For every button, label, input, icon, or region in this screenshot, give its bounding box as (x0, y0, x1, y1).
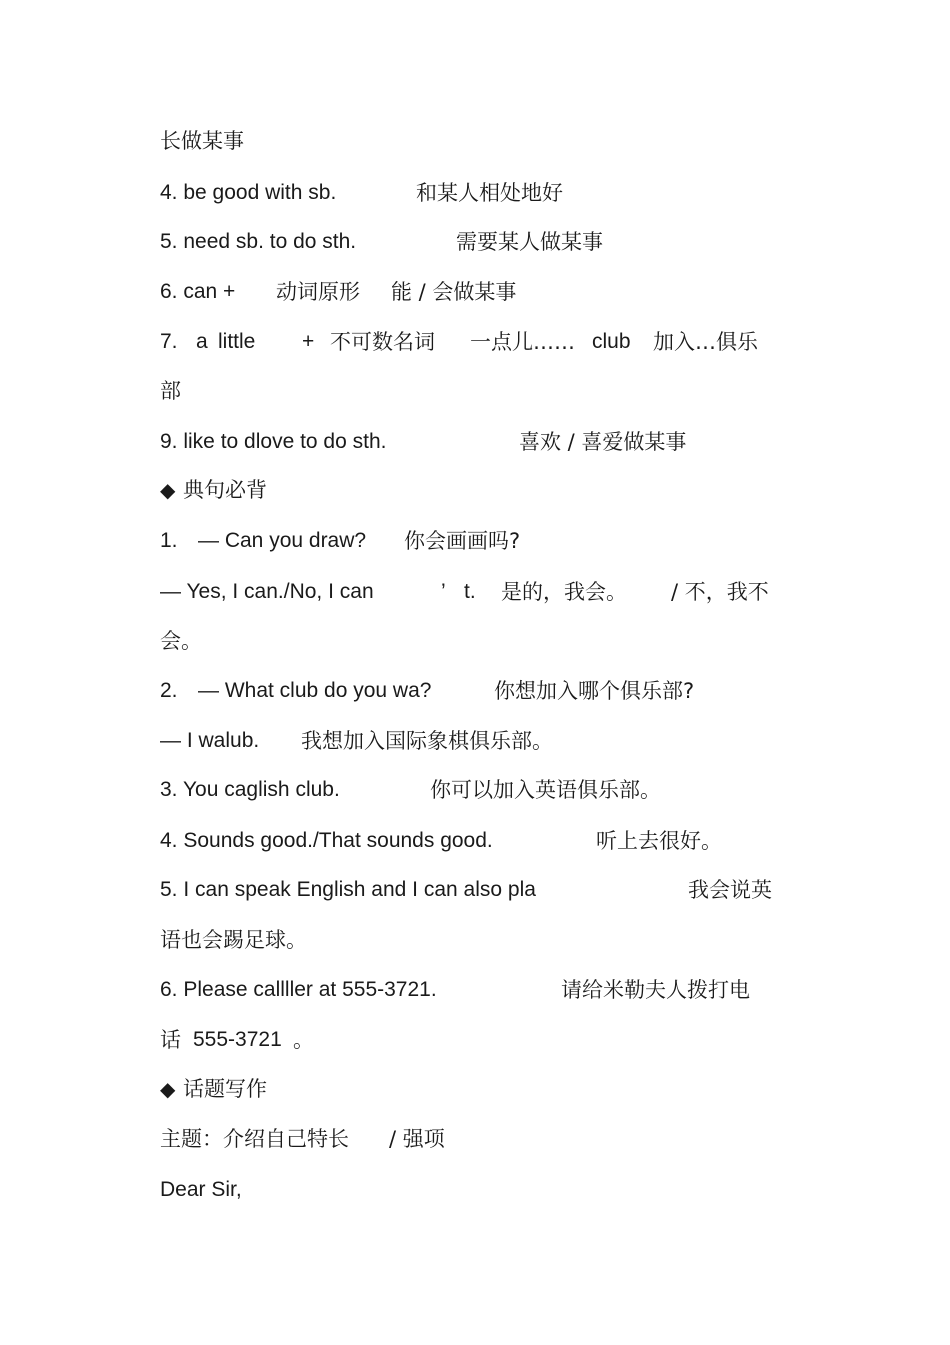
sentence-english: 5. I can speak English and I can also pla (160, 878, 536, 901)
sentence-english: — Can you draw? (198, 529, 367, 552)
phrase-chinese: 喜欢 / 喜爱做某事 (519, 430, 687, 454)
text-line-10 (160, 577, 790, 607)
text-line-3 (160, 227, 790, 257)
item-number: 1. (160, 529, 178, 552)
line-1-text: 长做某事 (160, 129, 244, 153)
sentence-english: 3. You caglish club. (160, 778, 340, 801)
sentence-chinese: / 不，我不 (671, 580, 769, 604)
text-line-22 (160, 1175, 790, 1205)
text-line-2 (160, 178, 790, 208)
item-number: 2. (160, 679, 178, 702)
text-line-18 (160, 975, 790, 1005)
diamond-bullet-icon: ◆ (160, 1077, 176, 1101)
text-line-1 (160, 126, 790, 156)
section-title: 话题写作 (183, 1077, 267, 1101)
text-line-17 (160, 925, 790, 955)
sentence-chinese: 你会画画吗? (404, 529, 521, 553)
section-heading-key-sentences (160, 475, 790, 505)
sentence-chinese: 听上去很好。 (596, 829, 722, 853)
phrase-chinese: 动词原形 (276, 280, 360, 304)
section-title: 典句必背 (183, 478, 267, 502)
sentence-chinese: 是的，我会。 (501, 580, 627, 604)
punctuation: 。 (293, 1028, 314, 1052)
text-line-12 (160, 676, 790, 706)
phrase-chinese: 不可数名词 (330, 330, 435, 354)
topic-label: / 强项 (389, 1127, 445, 1151)
text-line-13 (160, 726, 790, 756)
sentence-chinese: 你可以加入英语俱乐部。 (430, 778, 661, 802)
text-line-16 (160, 875, 790, 905)
sentence-chinese: 我会说英 (688, 878, 772, 902)
text-line-5 (160, 327, 790, 357)
apostrophe: ’ (441, 580, 446, 603)
phrase-word: a (196, 330, 208, 353)
text-line-15 (160, 826, 790, 856)
phrase-meaning: 能 / 会做某事 (391, 280, 517, 304)
phrase-english: 6. can + (160, 280, 236, 303)
phrase-chinese: 需要某人做某事 (456, 230, 603, 254)
sentence-english: 6. Please callller at 555-3721. (160, 978, 437, 1001)
phrase-english: 4. be good with sb. (160, 181, 337, 204)
line-continuation: 部 (160, 379, 181, 403)
line-continuation: 话 (160, 1028, 181, 1052)
topic-label: 主题：介绍自己特长 (160, 1127, 349, 1151)
phrase-word: club (592, 330, 631, 353)
phone-number: 555-3721 (193, 1028, 282, 1051)
text-line-4 (160, 277, 790, 307)
line-continuation: 语也会踢足球。 (160, 928, 307, 952)
sentence-chinese: 请给米勒夫人拨打电 (561, 978, 750, 1002)
phrase-chinese: 和某人相处地好 (416, 181, 563, 205)
text-line-21 (160, 1124, 790, 1154)
sentence-english: — I walub. (160, 729, 260, 752)
text-line-9 (160, 526, 790, 556)
sentence-english: — Yes, I can./No, I can (160, 580, 374, 603)
sentence-english: — What club do you wa? (198, 679, 432, 702)
phrase-english: 9. like to dlove to do sth. (160, 430, 387, 453)
item-number: 7. (160, 330, 178, 353)
text-line-6 (160, 376, 790, 406)
line-continuation: 会。 (160, 629, 202, 653)
text-line-14 (160, 775, 790, 805)
sentence-english: 4. Sounds good./That sounds good. (160, 829, 493, 852)
text-line-7 (160, 427, 790, 457)
phrase-meaning: 一点儿…… (470, 330, 575, 354)
diamond-bullet-icon: ◆ (160, 478, 176, 502)
plus-sign: + (302, 330, 315, 353)
sentence-english: t. (464, 580, 476, 603)
sentence-chinese: 我想加入国际象棋俱乐部。 (301, 729, 553, 753)
phrase-english: 5. need sb. to do sth. (160, 230, 357, 253)
phrase-meaning: 加入…俱乐 (653, 330, 758, 354)
text-line-19 (160, 1025, 790, 1055)
section-heading-topic-writing (160, 1074, 790, 1104)
letter-salutation: Dear Sir, (160, 1178, 242, 1201)
sentence-chinese: 你想加入哪个俱乐部? (494, 679, 695, 703)
phrase-word: little (218, 330, 256, 353)
text-line-11 (160, 626, 790, 656)
